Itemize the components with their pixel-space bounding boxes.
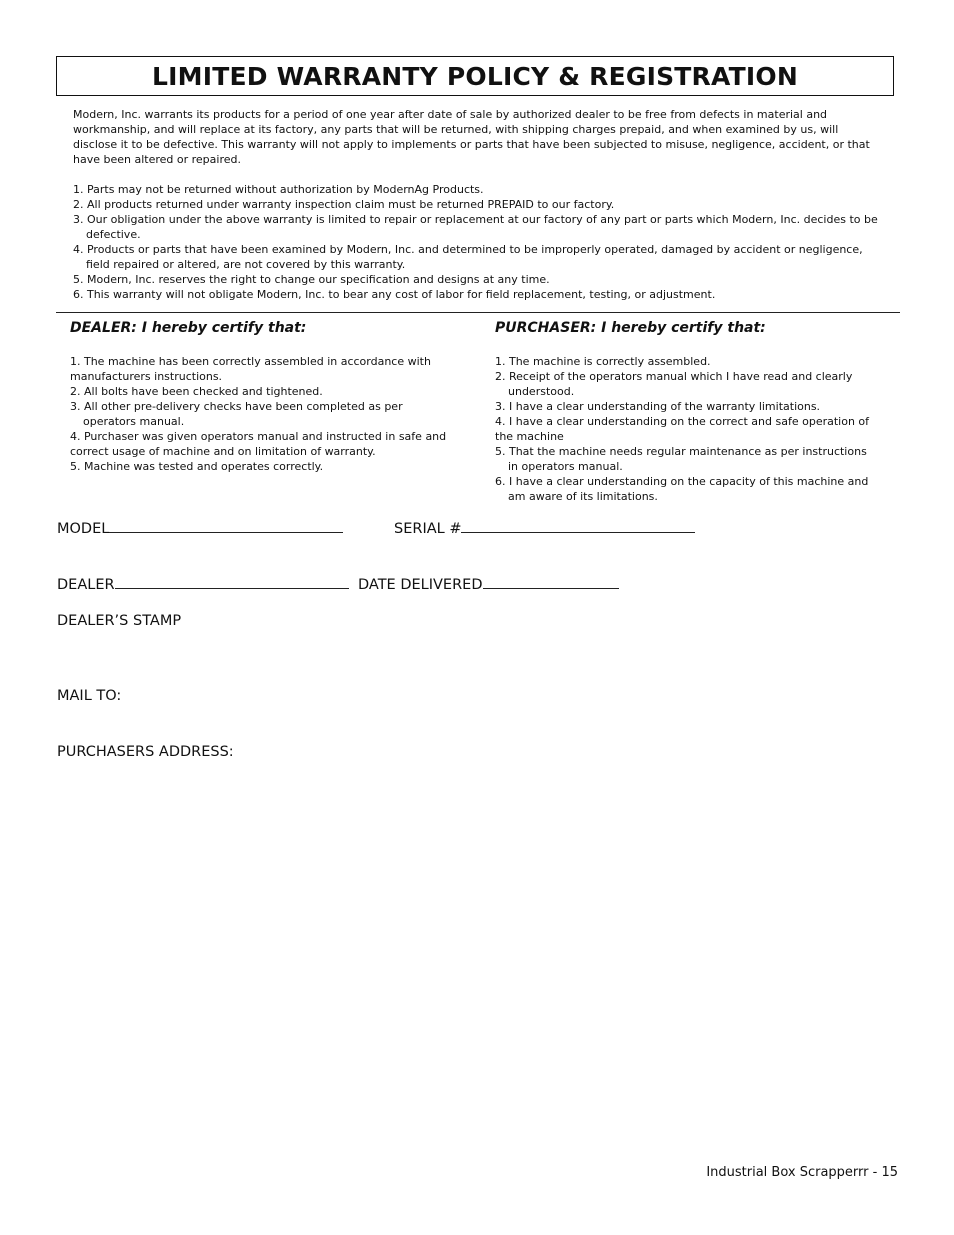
dealer-check-item: 1. The machine has been correctly assembled in accordance with manufacturers instructions. bbox=[70, 355, 431, 383]
model-input-line[interactable] bbox=[109, 517, 343, 533]
page-footer: Industrial Box Scrapperrr - 15 bbox=[706, 1165, 898, 1180]
mail-to-label: MAIL TO: bbox=[57, 688, 122, 704]
purchaser-checklist bbox=[495, 354, 880, 504]
dealer-certification bbox=[70, 318, 455, 474]
purchasers-address-label: PURCHASERS ADDRESS: bbox=[57, 744, 234, 760]
warranty-rule: 2. All products returned under warranty inspection claim must be returned PREPAID to our factory. bbox=[73, 198, 615, 211]
dealer-field bbox=[57, 573, 349, 595]
dealer-check-item: 4. Purchaser was given operators manual and instructed in safe and correct usage of machine and on limitation of warranty. bbox=[70, 430, 447, 458]
serial-label: SERIAL # bbox=[394, 521, 462, 537]
purchaser-check-item: 1. The machine is correctly assembled. bbox=[495, 355, 711, 368]
dealer-heading: DEALER: I hereby certify that: bbox=[70, 320, 307, 336]
warranty-rule: 4. Products or parts that have been examined by Modern, Inc. and determined to be improperly operated, damaged by accident or negligence, field repaired or altered, are not covered by this warranty. bbox=[73, 243, 863, 271]
warranty-rules-list bbox=[73, 182, 888, 302]
dealer-label: DEALER bbox=[57, 577, 115, 593]
purchaser-check-item: 3. I have a clear understanding of the warranty limitations. bbox=[495, 400, 821, 413]
dealers-stamp-label: DEALER’S STAMP bbox=[57, 613, 182, 629]
warranty-rule: 3. Our obligation under the above warranty is limited to repair or replacement at our factory of any part or parts which Modern, Inc. decides to be defective. bbox=[73, 213, 878, 241]
model-field bbox=[57, 517, 343, 539]
serial-field bbox=[394, 517, 695, 539]
model-label: MODEL bbox=[57, 521, 110, 537]
warranty-intro: Modern, Inc. warrants its products for a period of one year after date of sale by authorized dealer to be free from defects in material and workmanship, and will replace at its factory, any parts that will be returned, with shipping charges prepaid, and when examined by us, will disclose it to be defective. This warranty will not apply to implements or parts that have been subjected to misuse, negligence, accident, or that have been altered or repaired. bbox=[73, 108, 870, 166]
warranty-rule: 6. This warranty will not obligate Modern, Inc. to bear any cost of labor for field replacement, testing, or adjustment. bbox=[73, 288, 716, 301]
dealer-check-item: 2. All bolts have been checked and tightened. bbox=[70, 385, 323, 398]
purchaser-certification bbox=[495, 318, 880, 504]
dealer-check-item: 3. All other pre-delivery checks have been completed as per operators manual. bbox=[70, 400, 403, 428]
dealer-check-item: 5. Machine was tested and operates correctly. bbox=[70, 460, 324, 473]
serial-input-line[interactable] bbox=[461, 517, 695, 533]
title-box bbox=[56, 56, 894, 96]
warranty-rule: 5. Modern, Inc. reserves the right to change our specification and designs at any time. bbox=[73, 273, 550, 286]
purchaser-check-item: 4. I have a clear understanding on the correct and safe operation of the machine bbox=[495, 415, 870, 443]
page-title: LIMITED WARRANTY POLICY & REGISTRATION bbox=[152, 61, 798, 91]
dealer-checklist bbox=[70, 354, 455, 474]
date-delivered-field bbox=[358, 573, 619, 595]
date-delivered-label: DATE DELIVERED bbox=[358, 577, 483, 593]
purchaser-check-item: 2. Receipt of the operators manual which I have read and clearly understood. bbox=[495, 370, 853, 398]
dealer-input-line[interactable] bbox=[115, 573, 349, 589]
warranty-rule: 1. Parts may not be returned without authorization by ModernAg Products. bbox=[73, 183, 484, 196]
purchaser-check-item: 5. That the machine needs regular maintenance as per instructions in operators manual. bbox=[495, 445, 867, 473]
date-delivered-input-line[interactable] bbox=[483, 573, 619, 589]
purchaser-heading: PURCHASER: I hereby certify that: bbox=[495, 320, 766, 336]
purchaser-check-item: 6. I have a clear understanding on the capacity of this machine and am aware of its limitations. bbox=[495, 475, 869, 503]
section-divider bbox=[56, 312, 900, 313]
